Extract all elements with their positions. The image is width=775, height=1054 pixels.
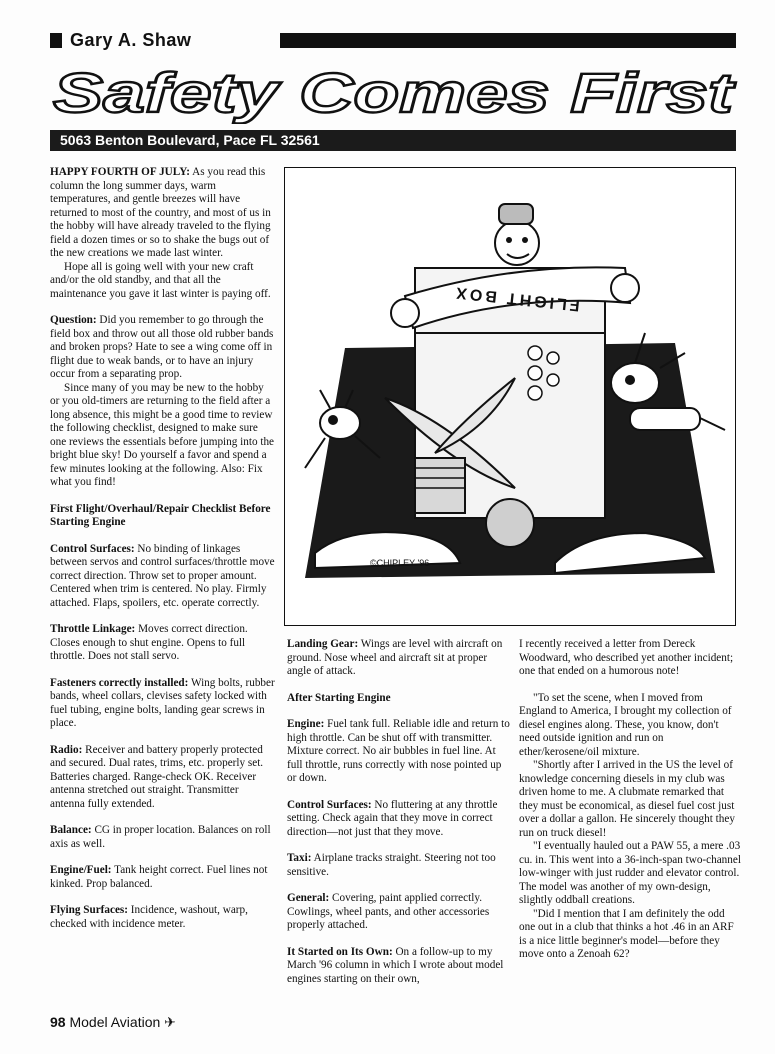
section-heading: After Starting Engine: [287, 691, 391, 704]
item-text: CG in proper location. Balances on roll axis as well.: [50, 824, 271, 850]
lead-in: HAPPY FOURTH OF JULY:: [50, 166, 190, 178]
banner-text: FLIGHT BOX: [452, 283, 581, 314]
checklist-item: [50, 824, 275, 851]
column-title-text: Safety Comes First: [53, 62, 737, 124]
checklist-item: [287, 852, 512, 879]
paragraph-text: As you read this column the long summer days, warm temperatures, and gentle breezes will have returned to most of the country, and most of us in the hobby will have already traveled to the flying field a dozen times or so to shake the bugs out of the new creations we made last winter.: [50, 166, 271, 259]
item-lead: Flying Surfaces:: [50, 904, 128, 916]
item-text: Receiver and battery properly protected and secured. Dual rates, trims, etc. properly set. Batteries charged. Range-check OK. Receiver antenna stretched out straight. Transmitter antenna fully extended.: [50, 743, 264, 810]
paragraph: Since many of you may be new to the hobby or you old-timers are returning to the field after a long absence, this might be a good time to review the following checklist, designed to make sure one reviews the essentials before jumping into the bright blue sky! Do yourself a favor and spend a few minutes looking at the following. Also: Fix what you find!: [50, 381, 275, 488]
cartoon-illustration: [284, 167, 736, 626]
checklist-item: [50, 623, 275, 664]
item-text: Covering, paint applied correctly. Cowlings, wheel pants, and other accessories properly attached.: [287, 892, 490, 931]
checklist-item: [287, 799, 512, 840]
address-bar: [50, 130, 736, 151]
column-3: [519, 638, 741, 962]
item-text: Moves correct direction. Closes enough to shut engine. Opens to full throttle. Does not stall servo.: [50, 623, 248, 662]
item-text: Wings are level with aircraft on ground. Nose wheel and aircraft sit at proper angle of attack.: [287, 638, 503, 677]
paragraph: "Shortly after I arrived in the US the level of knowledge concerning diesels in my club was driven home to me. A clubmate remarked that they must be economical, as diesel fuel cost just over a dollar a gallon. He sincerely thought they run on truck diesel!: [519, 759, 735, 839]
item-text: Tank height correct. Fuel lines not kinked. Prop balanced.: [50, 864, 268, 890]
author-name: Gary A. Shaw: [70, 30, 199, 51]
item-text: Airplane tracks straight. Steering not too sensitive.: [287, 852, 496, 878]
lead-in: It Started on Its Own:: [287, 945, 393, 958]
item-text: Incidence, washout, warp, checked with incidence meter.: [50, 904, 248, 930]
item-text: Fuel tank full. Reliable idle and return to high throttle. Can be shut off with transmitter. Mixture correct. No air bubbles in fuel line. At full throttle, runs correctly with nose pointed up or down.: [287, 718, 510, 784]
item-text: Wing bolts, rubber bands, wheel collars, clevises safety locked with fuel tubing, engine bolts, landing gear screws in place.: [50, 676, 275, 729]
column-title: [48, 62, 738, 124]
checklist-title: First Flight/Overhaul/Repair Checklist Before Starting Engine: [50, 502, 271, 528]
author-bar: [50, 32, 736, 49]
item-lead: Taxi:: [287, 852, 312, 864]
paragraph: [287, 638, 512, 679]
item-lead: Control Surfaces:: [287, 798, 372, 811]
item-lead: Control Surfaces:: [50, 542, 135, 555]
item-lead: Radio:: [50, 743, 83, 756]
paragraph-text: On a follow-up to my March '96 column in which I wrote about model engines starting on their own,: [287, 945, 504, 985]
paragraph: "To set the scene, when I moved from England to America, I brought my collection of diesel engines along. These, you know, don't need outside ignition and run on ether/kerosene/oil mixture.: [519, 691, 732, 758]
paragraph: [50, 166, 275, 261]
checklist-item: [287, 892, 512, 933]
magazine-name: Model Aviation: [69, 1014, 161, 1030]
item-lead: Fasteners correctly installed:: [50, 676, 189, 689]
item-lead: Balance:: [50, 824, 92, 836]
checklist-item: [50, 744, 275, 812]
page-footer: [50, 1014, 176, 1031]
lead-in: Question:: [50, 314, 97, 326]
engine: [415, 458, 465, 513]
author-rule: [280, 33, 736, 48]
column-2: [287, 638, 512, 986]
paragraph: [50, 314, 275, 382]
item-lead: Landing Gear:: [287, 638, 359, 650]
artist-signature: ©CHIPLEY '96: [370, 558, 430, 568]
checklist-item: [50, 864, 275, 891]
paragraph-text: Did you remember to go through the field box and throw out all those old rubber bands and broken props? Hate to see a wing come off in flight due to weak bands, or to have an injury occur from a separating prop.: [50, 314, 274, 380]
paragraph: [287, 946, 512, 987]
item-text: No binding of linkages between servos and control surfaces/throttle move correct direction. Throw set to proper amount. Centered when trim is centered. No play. Firmly attached. Flaps, spoilers, etc. operate correctly.: [50, 542, 275, 609]
item-lead: Throttle Linkage:: [50, 623, 136, 635]
plane-icon: ✈: [164, 1014, 176, 1030]
item-text: No fluttering at any throttle setting. Check again that they move in correct direction—not just that they move.: [287, 798, 498, 838]
checklist-item: [287, 718, 512, 786]
paragraph: "Did I mention that I am definitely the odd one out in a club that thinks a hot .46 in an ARF is a nice little beginner's model—before they move onto a Zenoah 62?: [519, 907, 734, 960]
item-lead: Engine/Fuel:: [50, 864, 112, 876]
cap-icon: [499, 204, 533, 224]
item-lead: Engine:: [287, 718, 325, 730]
item-lead: General:: [287, 892, 330, 904]
checklist-item: [50, 677, 275, 731]
paragraph: Hope all is going well with your new craft and/or the old standby, and that all the maintenance you gave it last winter is paying off.: [50, 260, 271, 300]
author-square: [50, 33, 62, 48]
paragraph: I recently received a letter from Dereck Woodward, who described yet another incident; one that ended on a humorous note!: [519, 638, 734, 677]
paragraph: "I eventually hauled out a PAW 55, a mere .03 cu. in. This went into a 36-inch-span two-channel low-winger with just rudder and elevator control. The model was another of my own-design, slightly oddball creations.: [519, 840, 741, 906]
page-number: 98: [50, 1014, 66, 1030]
checklist-item: [50, 904, 275, 931]
address-text: 5063 Benton Boulevard, Pace FL 32561: [60, 132, 320, 148]
checklist-item: [50, 543, 275, 611]
column-1: [50, 166, 275, 931]
